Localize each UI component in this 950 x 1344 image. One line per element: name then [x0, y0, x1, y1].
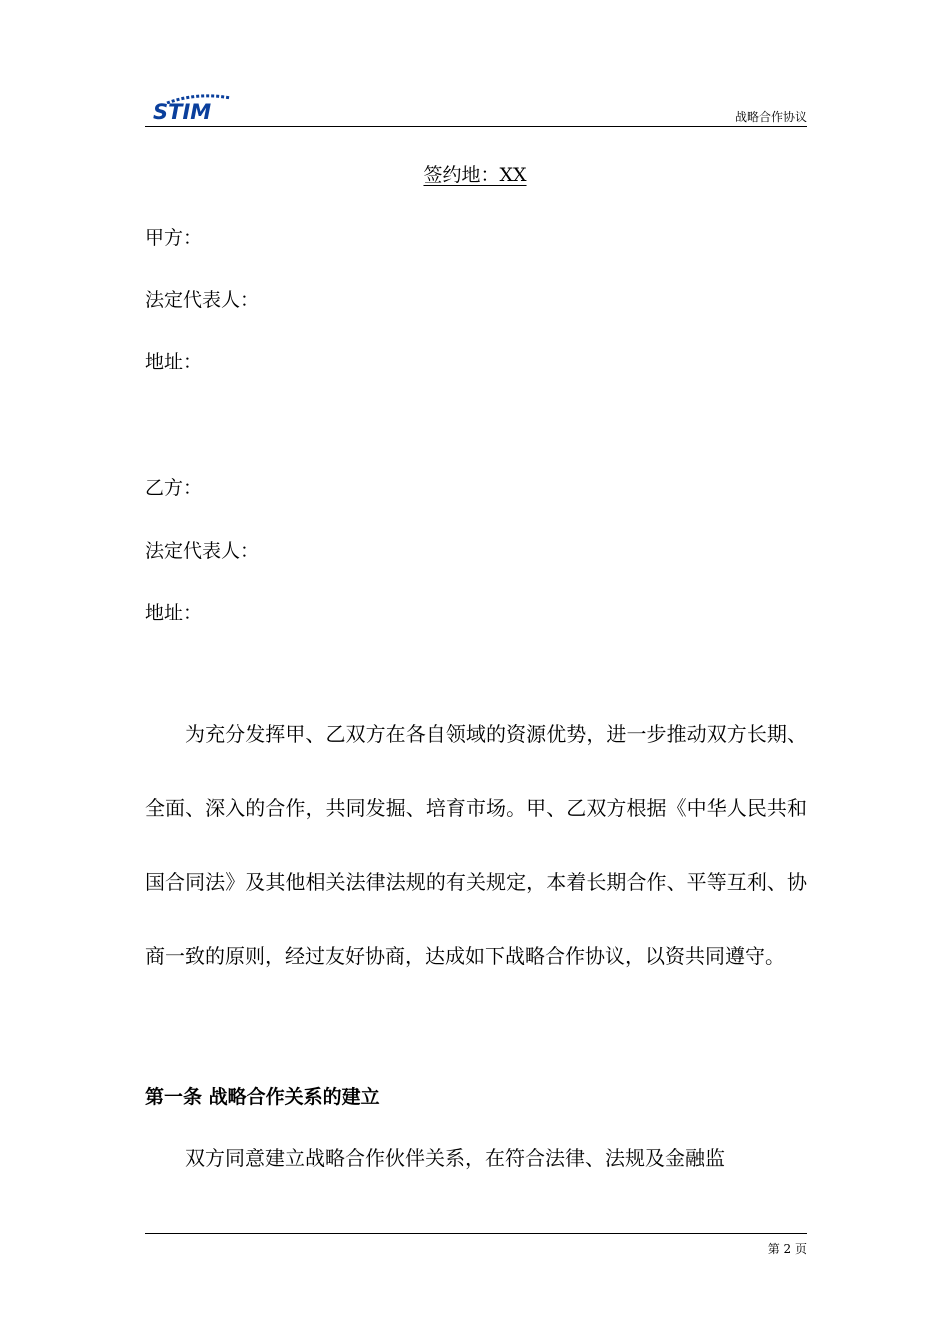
logo-text: STIM — [153, 100, 212, 124]
stim-logo — [149, 92, 245, 124]
party-a-rep: 法定代表人： — [145, 289, 260, 311]
party-b-address: 地址： — [145, 602, 203, 624]
article-1-paragraph — [145, 1142, 807, 1171]
article-1-text: 双方同意建立战略合作伙伴关系，在符合法律、法规及金融监 — [185, 1146, 725, 1170]
page-number: 第 2 页 — [767, 1242, 807, 1256]
preamble-text: 为充分发挥甲、乙双方在各自领域的资源优势，进一步推动双方长期、全面、深入的合作，共同发掘、培育市场。甲、乙双方根据《中华人民共和国合同法》及其他相关法律法规的有关规定，本着长期合作、平等互利、协商一致的原则，经过友好协商，达成如下战略合作协议，以资共同遵守。 — [145, 722, 807, 968]
sign-place — [0, 160, 950, 187]
article-1-heading: 第一条 战略合作关系的建立 — [145, 1086, 380, 1108]
sign-place-text: 签约地：XX — [423, 164, 527, 186]
page-footer — [145, 1233, 807, 1256]
page-header — [145, 92, 807, 127]
header-title: 战略合作协议 — [734, 110, 807, 124]
preamble-paragraph — [145, 697, 807, 993]
party-b-label: 乙方： — [145, 477, 203, 499]
party-a-address: 地址： — [145, 351, 203, 373]
party-a-label: 甲方： — [145, 227, 203, 249]
party-b-rep: 法定代表人： — [145, 540, 260, 562]
